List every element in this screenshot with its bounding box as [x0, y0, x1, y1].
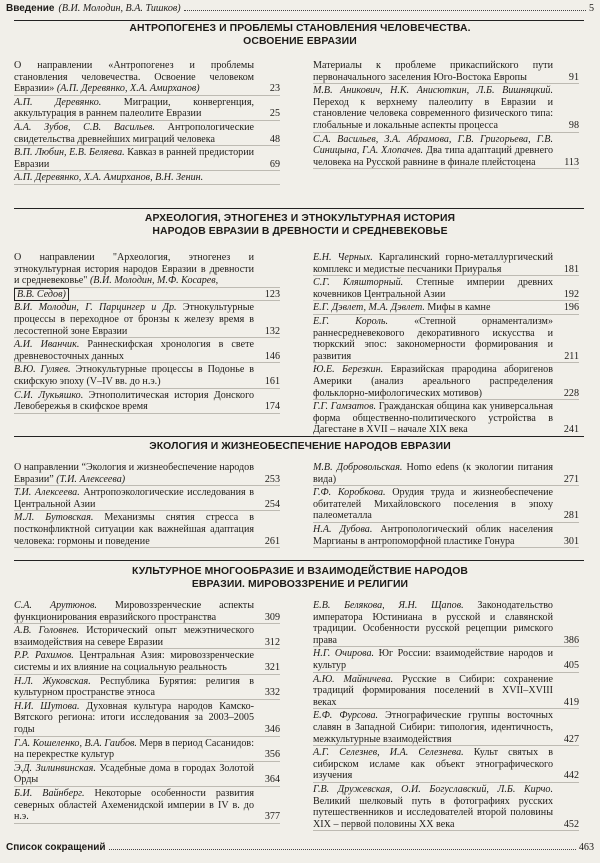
entry-author: Г.В. Дружевская, О.И. Богуславский, Л.Б. Кирчо.	[313, 783, 553, 795]
entry-title: Законодательство императора Юстиниана в русской и славянской традиции. Особенности русской рецепции римского права	[313, 600, 553, 646]
entry-title: Каргалинский горно-металлургический комплекс и медистые песчаники Приуралья	[313, 252, 553, 275]
entry-page-number: 211	[564, 350, 579, 362]
entry-page-number: 312	[264, 636, 280, 648]
entry-title: Евразийская прародина аборигенов Америки (анализ ареального распределения фольклорно-мифологических мотивов)	[313, 364, 553, 399]
entry-text	[14, 302, 254, 337]
entry-text	[14, 738, 254, 761]
entry-author: Е.Н. Черных.	[313, 252, 373, 263]
entry-text	[313, 747, 553, 782]
entry-author: Г.Ф. Коробкова.	[313, 487, 386, 499]
abbreviations-page: 463	[578, 842, 594, 853]
toc-entry	[313, 134, 579, 170]
entry-page-number: 321	[264, 661, 280, 673]
entry-text	[313, 648, 553, 671]
entry-author: Г.А. Кошеленко, В.А. Гаибов.	[14, 737, 137, 749]
entry-author: (В.И. Молодин, М.Ф. Косарев,	[89, 275, 219, 287]
entry-page-number: 346	[264, 723, 280, 735]
toc-entry	[14, 252, 280, 288]
entry-page-number: 91	[568, 71, 579, 83]
entry-author: Б.И. Вайнберг.	[14, 787, 85, 799]
section-title-line: АРХЕОЛОГИЯ, ЭТНОГЕНЕЗ И ЭТНОКУЛЬТУРНАЯ ИСТОРИЯ	[144, 213, 456, 224]
dot-leader	[184, 10, 586, 11]
dot-leader	[109, 849, 576, 850]
entry-text	[313, 277, 553, 300]
entry-page-number: 192	[563, 288, 579, 300]
entry-author: Н.Г. Очирова.	[313, 648, 375, 660]
section-rule	[14, 20, 584, 21]
entry-author: С.Г. Кляшторный.	[313, 277, 404, 289]
entry-text	[14, 364, 254, 387]
entry-author: Т.И. Алексеева.	[14, 487, 80, 499]
entry-author: С.И. Лукьяшко.	[14, 389, 84, 401]
entry-page-number: 146	[264, 350, 280, 362]
entry-author: Р.Р. Рахимов.	[14, 650, 74, 662]
toc-entry	[14, 625, 280, 649]
entry-text	[14, 625, 254, 648]
entry-title: Гражданская община как универсальная форма общественно-политического устройства в Дагестане в XVII – начале XIX века	[313, 401, 553, 436]
entry-author: В.И. Молодин, Г. Парцингер и Др.	[14, 302, 177, 314]
section-title-line: ОСВОЕНИЕ ЕВРАЗИИ	[243, 36, 357, 47]
entry-page-number: 261	[264, 535, 280, 547]
entry-title: Этнокультурные процессы в переходное от бронзы к железу время в лесостепной зоне Евразии	[14, 302, 254, 337]
entry-text	[313, 302, 553, 314]
entry-text	[14, 600, 254, 623]
section-rule	[14, 560, 584, 561]
entry-page-number: 377	[264, 811, 280, 823]
section-title-line: ЕВРАЗИИ. МИРОВОЗЗРЕНИЕ И РЕЛИГИИ	[191, 579, 409, 590]
entry-page-number: 123	[264, 288, 280, 300]
entry-title: Кавказ в ранней предистории Евразии	[14, 147, 254, 170]
section-rule	[14, 436, 584, 437]
toc-entry	[14, 763, 280, 787]
entry-author: В.П. Любин, Е.В. Беляева.	[14, 147, 125, 159]
toc-entry	[313, 747, 579, 783]
entry-title: Великий шелковый путь в фотографиях русских путешественников и исследователей второй половины XIX – первой половины XX века	[313, 795, 553, 830]
right-column	[313, 60, 579, 170]
toc-entry	[313, 600, 579, 647]
entry-title: Этнополитическая история Донского Левобережья в скифское время	[14, 389, 254, 413]
entry-preamble: О направлении "Археология, этногенез и этнокультурная история народов Евразии в древности и средневековье"	[14, 252, 254, 287]
toc-entry	[313, 487, 579, 523]
entry-title: Переход к верхнему палеолиту в Евразии и становление человека современного физического типа: глобальные и локальные аспекты процесса	[313, 96, 553, 131]
intro-entry	[6, 3, 594, 15]
toc-entry	[313, 710, 579, 746]
entry-page-number: 69	[269, 158, 280, 170]
toc-entry	[14, 676, 280, 700]
entry-title: Усадебные дома в городах Золотой Орды	[14, 762, 255, 786]
left-column	[14, 252, 280, 415]
section-title-line: АНТРОПОГЕНЕЗ И ПРОБЛЕМЫ СТАНОВЛЕНИЯ ЧЕЛОВЕЧЕСТВА.	[129, 23, 471, 34]
entry-text	[14, 487, 254, 510]
toc-entry	[313, 524, 579, 548]
entry-author: В.В. Седов)	[14, 288, 69, 301]
entry-title: Мерв в период Сасанидов: на перекрестке культур	[14, 737, 254, 761]
entry-author: С.А. Васильев, З.А. Абрамова, Г.В. Григорьева, Г.В. Синицына, Г.А. Хлопачев.	[313, 133, 553, 157]
entry-page-number: 113	[564, 156, 579, 168]
entry-title: Антропологический облик населения Маргианы в антропоморфной пластике Гонура	[313, 523, 553, 547]
toc-entry	[14, 122, 280, 146]
entry-text	[14, 122, 254, 145]
entry-text	[313, 60, 553, 83]
left-column	[14, 600, 280, 825]
entry-text	[14, 650, 254, 673]
toc-entry	[14, 462, 280, 486]
entry-title: Орудия труда и жизнеобеспечение обитателей Михайловского поселения в эпоху палеометалла	[313, 487, 553, 522]
entry-title: Мифы в камне	[424, 302, 491, 314]
entry-title: Механизмы снятия стресса в постконфликтной ситуации как важнейшая адаптация человека: гормоны и поведение	[14, 512, 254, 547]
entry-text	[14, 60, 254, 95]
toc-entry	[14, 289, 280, 302]
entry-preamble: О направлении “Экология и жизнеобеспечение народов Евразии”	[14, 462, 254, 485]
intro-authors: (В.И. Молодин, В.А. Тишков)	[58, 3, 181, 14]
entry-author: Н.Л. Жуковская.	[14, 675, 91, 687]
entry-text	[14, 676, 254, 699]
entry-text	[313, 364, 553, 399]
entry-author: А.П. Деревянко, Х.А. Амирханов, В.Н. Зенин.	[14, 172, 204, 184]
toc-entry	[14, 701, 280, 737]
toc-entry	[313, 85, 579, 132]
entry-author: Э.Д. Зилинвинская.	[14, 762, 96, 774]
section-title-line: НАРОДОВ ЕВРАЗИИ В ДРЕВНОСТИ И СРЕДНЕВЕКОВЬЕ	[152, 226, 448, 237]
entry-preamble: Материалы к проблеме прикаспийского пути первоначального заселения Юго-Востока Европы	[313, 60, 553, 83]
entry-text	[313, 710, 553, 745]
entry-page-number: 181	[563, 263, 579, 275]
entry-page-number: 442	[563, 770, 579, 782]
entry-author: А.П. Деревянко.	[14, 96, 102, 108]
entry-page-number: 228	[563, 387, 579, 399]
entry-title: Некоторые особенности развития северных областей Ахеменидской империи в IV в. до н.э.	[14, 787, 254, 823]
entry-page-number: 356	[264, 749, 280, 761]
entry-text	[14, 97, 254, 120]
toc-entry	[313, 252, 579, 276]
entry-title: Антропологические свидетельства древнейших миграций человека	[14, 121, 254, 145]
entry-text	[14, 289, 254, 301]
section-title-line: КУЛЬТУРНОЕ МНОГООБРАЗИЕ И ВЗАИМОДЕЙСТВИЕ НАРОДОВ	[132, 566, 468, 577]
section-title	[0, 212, 600, 238]
entry-author: М.Л. Бутовская.	[14, 512, 94, 524]
toc-entry	[14, 172, 280, 185]
entry-page-number: 332	[264, 687, 280, 699]
entry-page-number: 364	[264, 774, 280, 786]
entry-text	[313, 462, 553, 485]
toc-entry	[313, 401, 579, 437]
entry-title: Антропоэкологические исследования в Центральной Азии	[14, 487, 254, 510]
entry-title: Раннескифская хронология в свете древневосточных данных	[14, 339, 254, 362]
entry-page-number: 161	[264, 375, 280, 387]
section-title	[0, 440, 600, 453]
left-column	[14, 60, 280, 186]
entry-text	[313, 674, 553, 709]
entry-title: Этнографические группы восточных славян в Западной Сибири: типология, идентичность, межкультурные взаимодействия	[313, 710, 553, 745]
entry-page-number: 386	[563, 634, 579, 646]
toc-entry	[313, 60, 579, 84]
toc-entry	[313, 784, 579, 831]
toc-entry	[14, 364, 280, 388]
entry-author: А.А. Зубов, С.В. Васильев.	[14, 121, 155, 133]
entry-author: М.В. Добровольская.	[313, 462, 403, 473]
abbreviations-label: Список сокращений	[6, 842, 106, 853]
entry-author: Н.И. Шутова.	[14, 700, 80, 712]
toc-entry	[313, 648, 579, 672]
entry-text	[313, 252, 553, 275]
toc-entry	[14, 97, 280, 121]
entry-page-number: 23	[269, 83, 280, 95]
left-column	[14, 462, 280, 549]
entry-page-number: 419	[563, 696, 579, 708]
entry-text	[313, 600, 553, 646]
entry-title: Республика Бурятия: религия в культурном пространстве этноса	[14, 675, 254, 699]
entry-page-number: 452	[563, 818, 579, 830]
entry-title: Homo edens (к экологии питания вида)	[313, 462, 554, 485]
entry-text	[313, 134, 553, 169]
toc-entry	[313, 302, 579, 315]
entry-title: Русские в Сибири: сохранение традиций формирования поселений в XVII–XVIII веках	[313, 673, 553, 708]
entry-author: В.Ю. Гуляев.	[14, 364, 71, 376]
entry-text	[14, 512, 254, 547]
entry-author: Е.Г. Король.	[313, 315, 388, 327]
section-rule	[14, 208, 584, 209]
entry-title: Мировоззренческие аспекты функционирования евразийского пространства	[14, 600, 254, 623]
entry-page-number: 48	[269, 133, 280, 145]
entry-page-number: 253	[264, 473, 280, 485]
entry-text	[313, 85, 553, 131]
entry-text	[14, 701, 254, 736]
section-title	[0, 22, 600, 48]
intro-page: 5	[588, 3, 594, 14]
entry-author: С.А. Арутюнов.	[14, 600, 97, 611]
entry-title: Культ святых в сибирском исламе как объект этнографического изучения	[313, 747, 554, 782]
toc-entry	[14, 339, 280, 363]
section-title	[0, 565, 600, 591]
entry-author: А.Г. Селезнев, И.А. Селезнева.	[313, 747, 464, 759]
toc-entry	[14, 302, 280, 338]
entry-page-number: 241	[563, 424, 579, 436]
entry-text	[313, 487, 553, 522]
right-column	[313, 462, 579, 549]
toc-entry	[313, 674, 579, 710]
entry-title: Степные империи древних кочевников Центральной Азии	[313, 277, 553, 300]
toc-entry	[14, 390, 280, 414]
entry-title: Исторический опыт межэтнического взаимодействия на севере Евразии	[14, 625, 254, 648]
entry-page-number: 405	[563, 659, 579, 671]
toc-entry	[14, 60, 280, 96]
entry-text	[14, 390, 254, 413]
toc-entry	[14, 147, 280, 171]
entry-author: А.Ю. Майничева.	[313, 673, 394, 685]
entry-title: Миграции, конвергенция, аккультурация в раннем палеолите Евразии	[14, 96, 254, 120]
entry-page-number: 196	[563, 302, 579, 314]
toc-entry	[14, 788, 280, 824]
entry-text	[313, 784, 553, 830]
entry-text	[313, 401, 553, 436]
right-column	[313, 600, 579, 832]
entry-text	[14, 172, 254, 184]
entry-text	[313, 316, 553, 362]
entry-text	[14, 252, 254, 287]
entry-author: Е.В. Белякова, Я.Н. Щапов.	[313, 600, 464, 611]
entry-author: Н.А. Дубова.	[313, 523, 373, 535]
section-title-line: ЭКОЛОГИЯ И ЖИЗНЕОБЕСПЕЧЕНИЕ НАРОДОВ ЕВРАЗИИ	[149, 441, 451, 452]
entry-preamble: О направлении «Антропогенез и проблемы становления человечества. Освоение человеком Евразии»	[14, 60, 254, 95]
toc-entry	[313, 462, 579, 486]
entry-page-number: 301	[563, 535, 579, 547]
entry-page-number: 98	[568, 119, 579, 131]
entry-text	[14, 462, 254, 485]
entry-text	[14, 339, 254, 362]
entry-page-number: 132	[264, 325, 280, 337]
toc-entry	[14, 512, 280, 548]
entry-page-number: 25	[269, 108, 280, 120]
toc-entry	[14, 600, 280, 624]
toc-entry	[313, 277, 579, 301]
toc-entry	[14, 487, 280, 511]
entry-page-number: 254	[264, 498, 280, 510]
entry-text	[14, 147, 254, 170]
entry-title: Два типа адаптаций древнего человека на Русской равнине в финале плейстоцена	[313, 145, 554, 168]
entry-title: «Степной орнаментализм» раннесредневекового декоративного искусства и тюркский эпос: закономерности формирования и развития	[313, 315, 553, 362]
entry-text	[14, 763, 254, 786]
entry-title: Этнокультурные процессы в Подонье в скифскую эпоху (V–IV вв. до н.э.)	[14, 364, 254, 387]
toc-entry	[14, 650, 280, 674]
entry-author: (А.П. Деревянко, Х.А. Амирханов)	[56, 83, 200, 95]
entry-author: (Т.И. Алексеева)	[56, 473, 126, 485]
right-column	[313, 252, 579, 438]
entry-title: Духовная культура народов Камско-Вятского региона: итоги исследования за 2003–2005 годы	[14, 700, 254, 735]
entry-page-number: 174	[264, 401, 280, 413]
abbreviations-entry	[6, 842, 594, 854]
entry-text	[313, 524, 553, 547]
entry-author: Г.Г. Гамзатов.	[313, 401, 376, 413]
entry-author: Ю.Е. Березкин.	[313, 364, 384, 376]
entry-author: Е.Ф. Фурсова.	[313, 710, 379, 722]
toc-entry	[14, 738, 280, 762]
intro-label: Введение	[6, 3, 55, 14]
entry-author: Е.Г. Дэвлет, М.А. Дэвлет.	[313, 302, 425, 314]
entry-author: М.В. Аникович, Н.К. Анисюткин, Л.Б. Вишняцкий.	[313, 85, 553, 97]
entry-author: А.В. Головнев.	[14, 625, 79, 637]
toc-entry	[313, 316, 579, 363]
entry-page-number: 281	[563, 510, 579, 522]
entry-title: Центральная Азия: мировоззренческие системы и их влияние на социальную реальность	[14, 650, 254, 673]
entry-text	[14, 788, 254, 823]
entry-page-number: 271	[563, 473, 579, 485]
entry-page-number: 309	[264, 611, 280, 623]
toc-entry	[313, 364, 579, 400]
entry-page-number: 427	[563, 733, 579, 745]
entry-title: Юг России: взаимодействие народов и культур	[313, 648, 553, 671]
entry-author: А.И. Иванчик.	[14, 339, 80, 351]
